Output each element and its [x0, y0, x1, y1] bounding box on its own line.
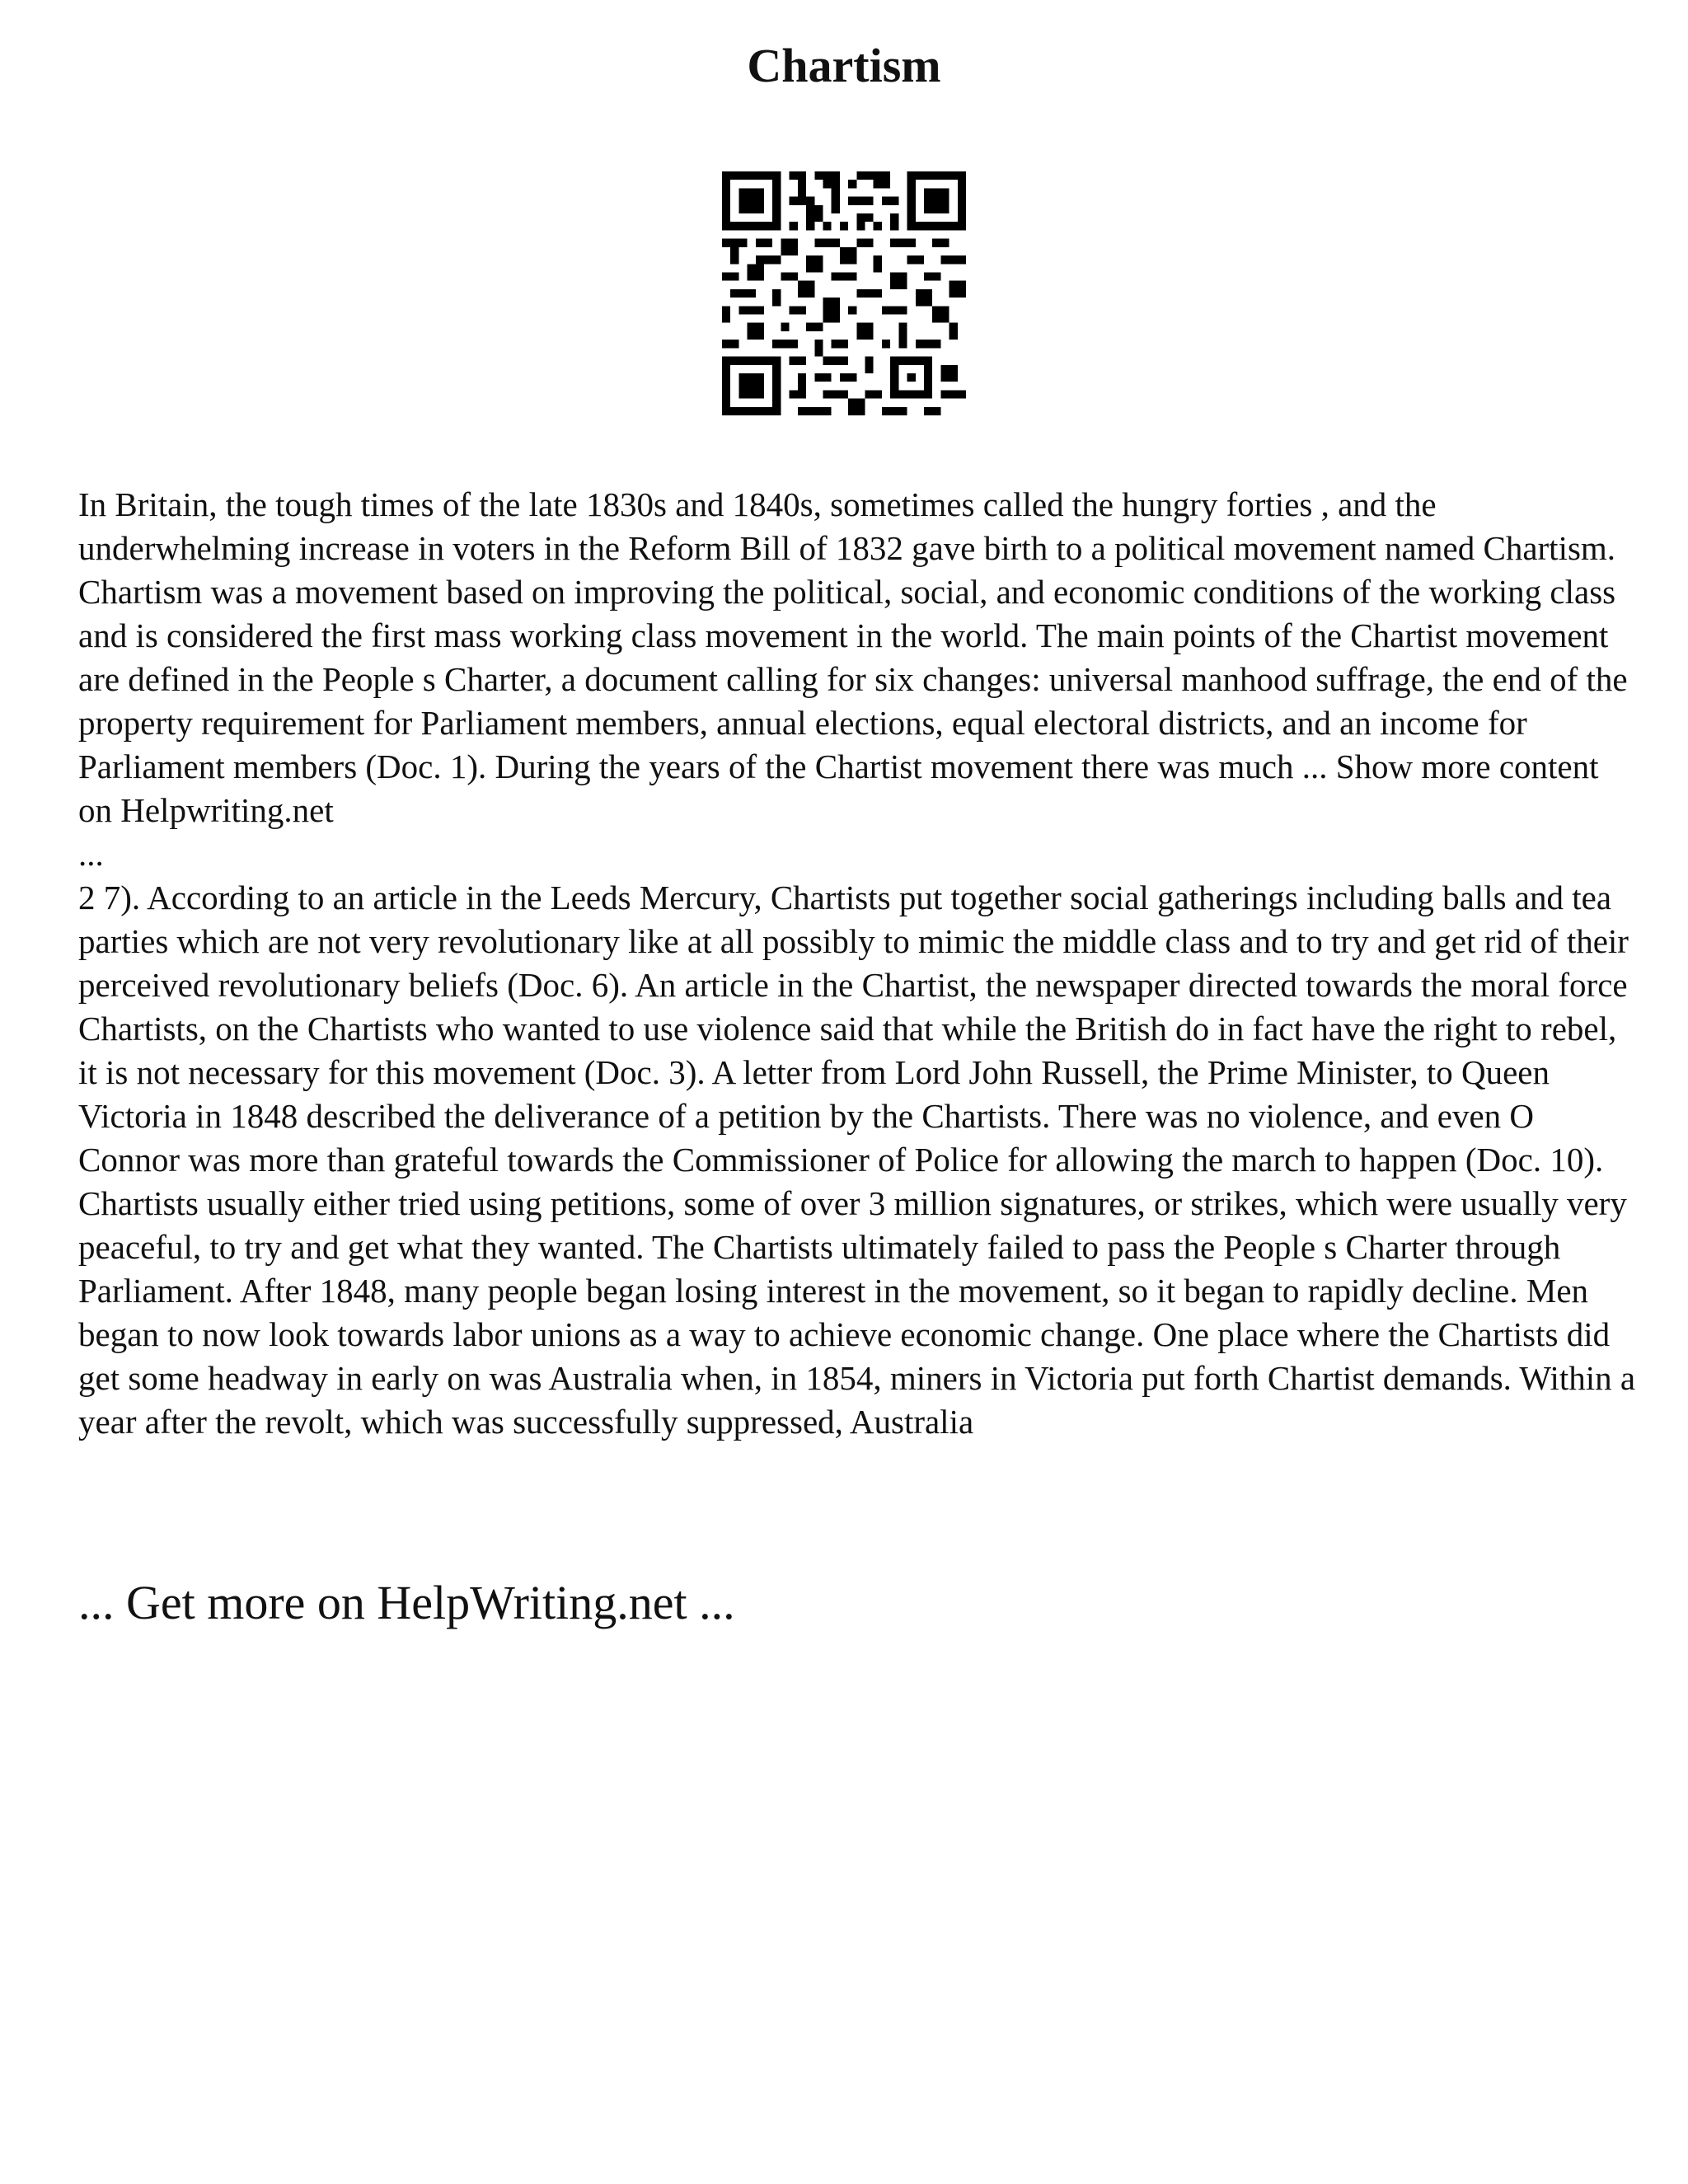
ellipsis-line: ...	[78, 835, 104, 873]
paragraph-2: 2 7). According to an article in the Leeds Mercury, Chartists put together social gatherings including balls and tea parties which are not very revolutionary like at all possibly to mimic the middle class and to try and get rid of their perceived revolutionary beliefs (Doc. 6). An article in the Chartist, the newspaper directed towards the moral force Chartists, on the Chartists who wanted to use violence said that while the British do in fact have the right to rebel, it is not necessary for this movement (Doc. 3). A letter from Lord John Russell, the Prime Minister, to Queen Victoria in 1848 described the deliverance of a petition by the Chartists. There was no violence, and even O Connor was more than grateful towards the Commissioner of Police for allowing the march to happen (Doc. 10). Chartists usually either tried using petitions, some of over 3 million signatures, or strikes, which were usually very peaceful, to try and get what they wanted. The Chartists ultimately failed to pass the People s Charter through Parliament. After 1848, many people began losing interest in the movement, so it began to rapidly decline. Men began to now look towards labor unions as a way to achieve economic change. One place where the Chartists did get some headway in early on was Australia when, in 1854, miners in Victoria put forth Chartist demands. Within a year after the revolt, which was successfully suppressed, Australia	[78, 879, 1636, 1441]
get-more-link[interactable]: ... Get more on HelpWriting.net ...	[78, 1576, 735, 1629]
page-title: Chartism	[747, 39, 941, 92]
qr-code-icon	[722, 171, 966, 415]
paragraph-1: In Britain, the tough times of the late 1830s and 1840s, sometimes called the hungry forties , and the underwhelming increase in voters in the Reform Bill of 1832 gave birth to a political movement named Chartism. Chartism was a movement based on improving the political, social, and economic conditions of the working class and is considered the first mass working class movement in the world. The main points of the Chartist movement are defined in the People s Charter, a document calling for six changes: universal manhood suffrage, the end of the property requirement for Parliament members, annual elections, equal electoral districts, and an income for Parliament members (Doc. 1). During the years of the Chartist movement there was much ... Show more content on Helpwriting.net	[78, 485, 1628, 829]
article-body	[78, 483, 1636, 1444]
